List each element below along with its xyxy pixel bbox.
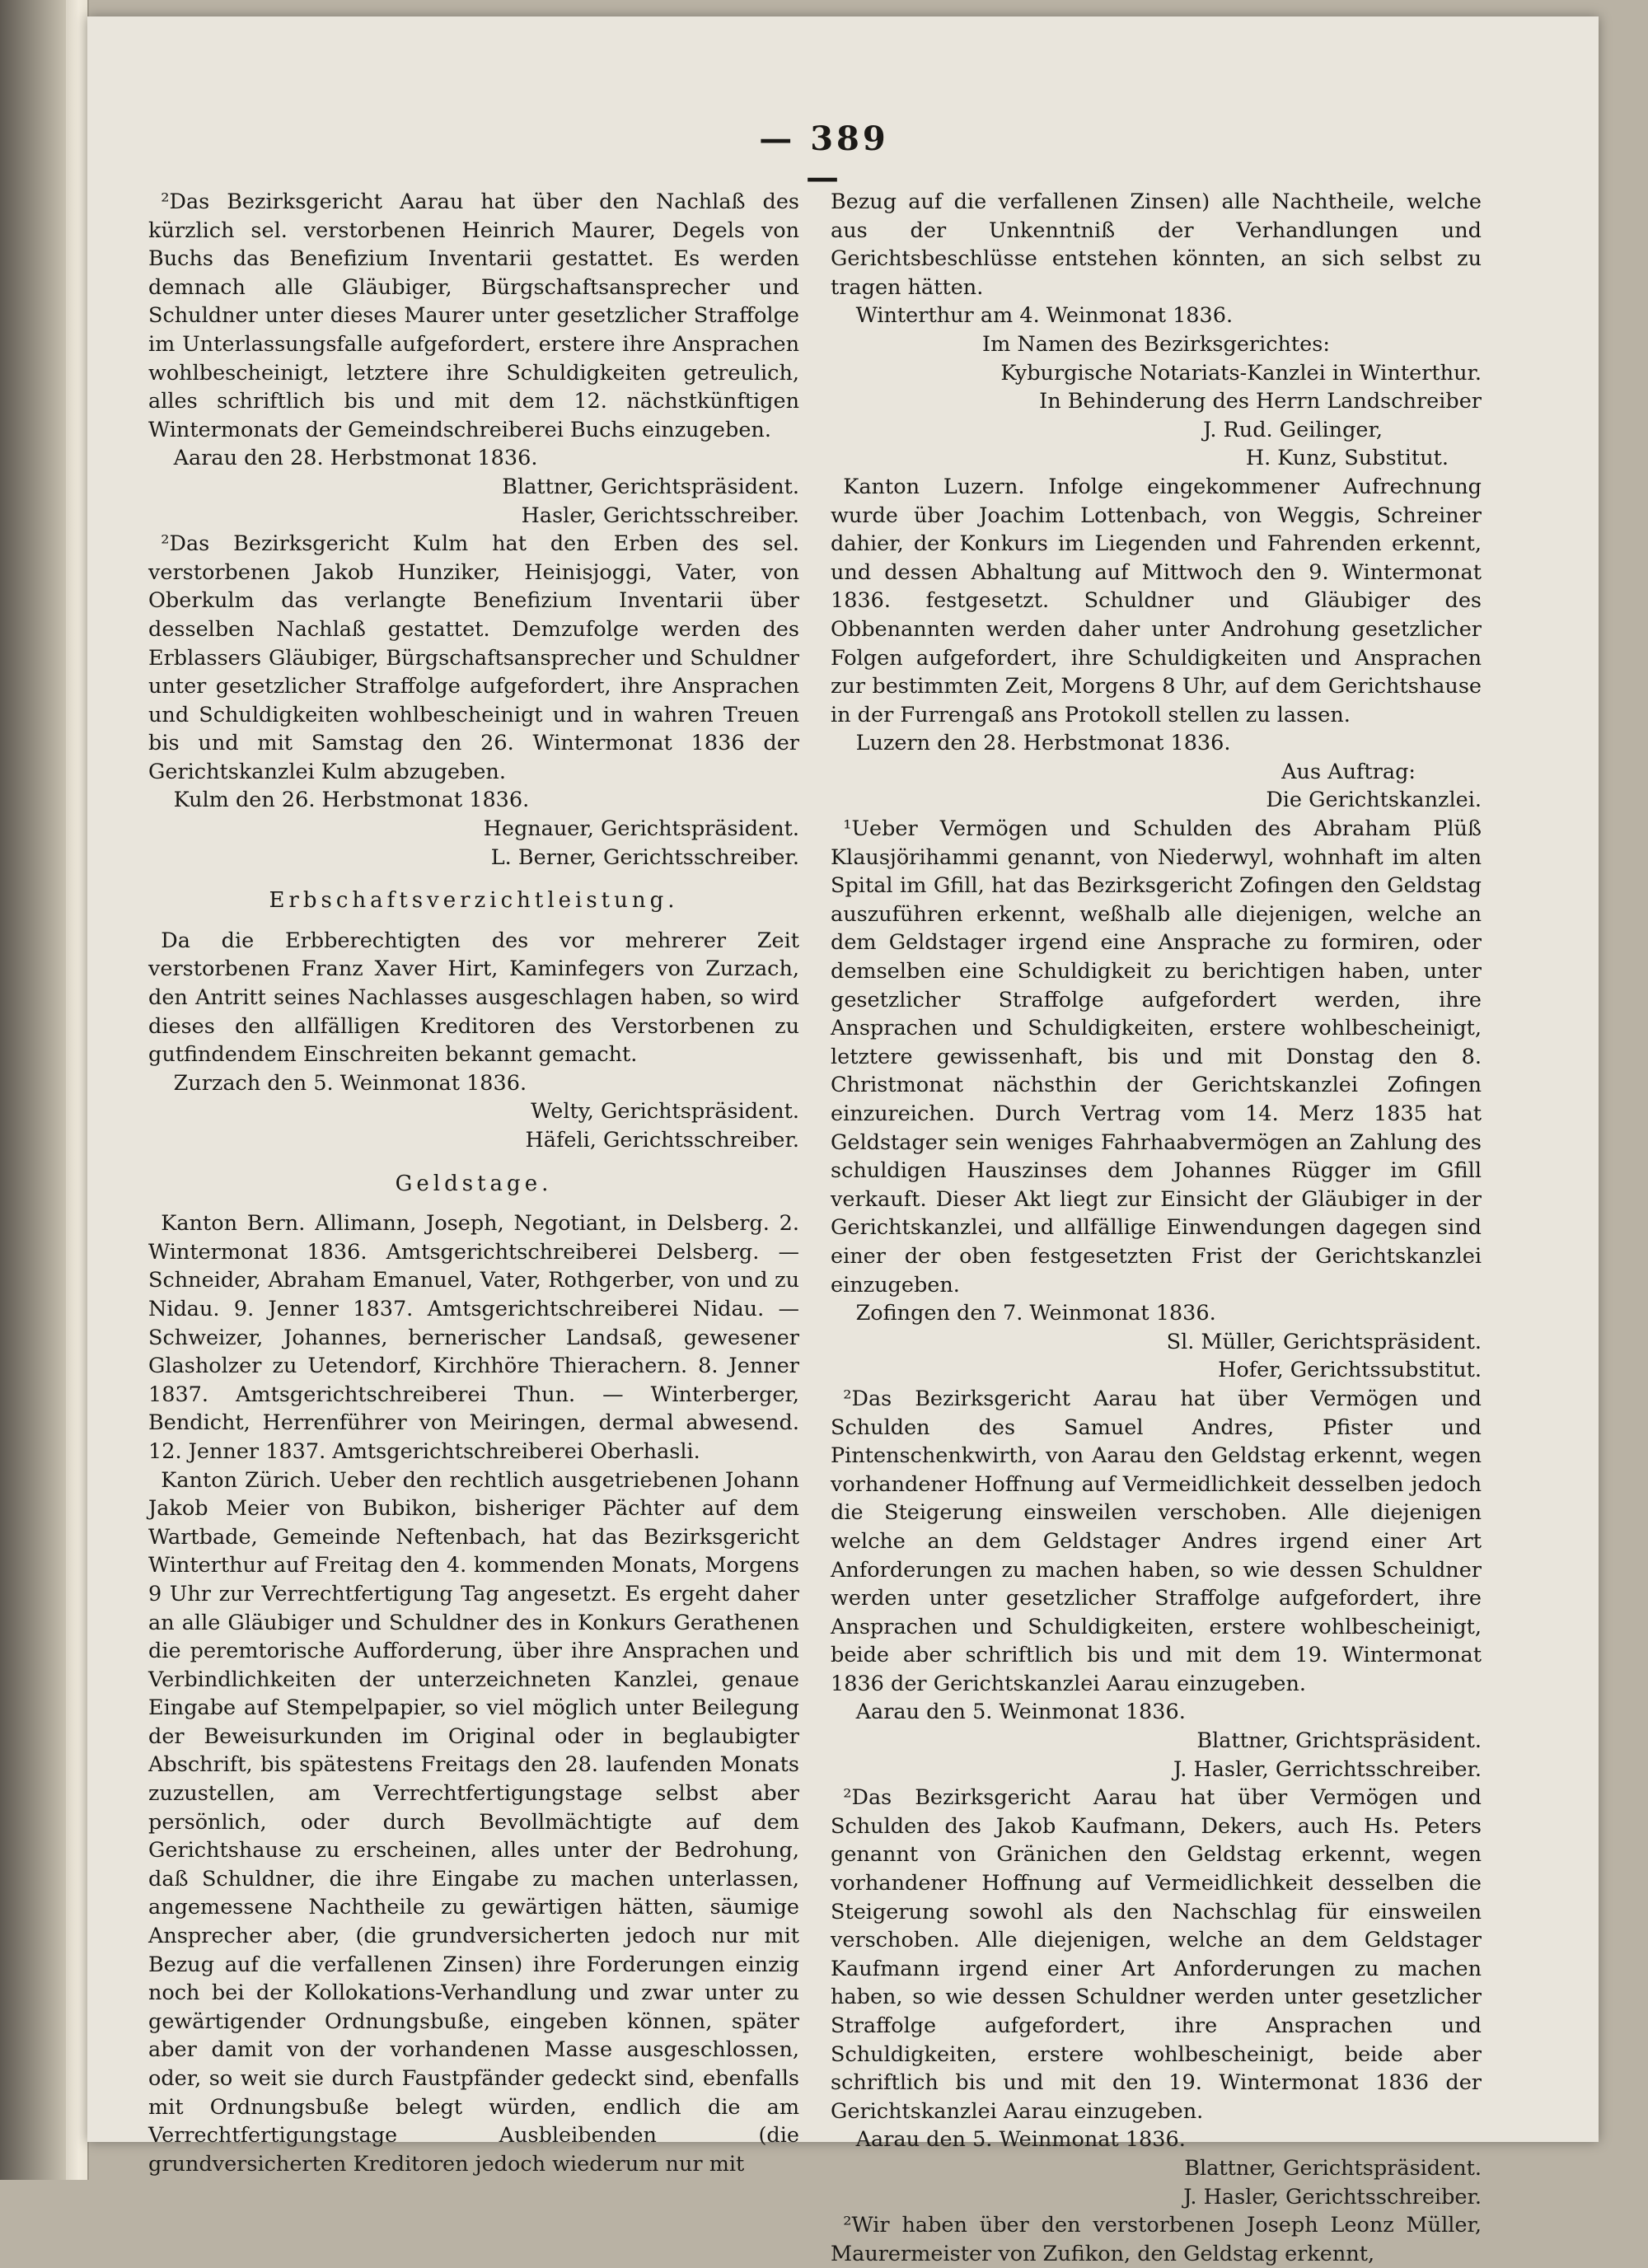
notice-geldstag-pluess: ¹Ueber Vermögen und Schulden des Abraham Plüß Klausjörihammi genannt, von Niederwyl, wohnhaft im alten Spital im Gfill, hat das Bezirksgericht Zofingen den Geldstag auszuführen erkennt, weßhalb alle diejenigen, welche an dem Geldstager irgend eine Ansprache zu formiren, oder demselben eine Schuldigkeit zu berichtigen haben, unter gesetzlicher Straffolge aufgefordert werden, ihre Ansprachen und Schuldigkeiten, erstere wohlbescheinigt, letztere gewissenhaft, bis und mit Donstag den 8. Christmonat nächsthin der Gerichtskanzlei Zofingen einzureichen. Durch Vertrag vom 14. Merz 1835 hat Geldstager sein weniges Fahrhaabvermögen an Zahlung des schuldigen Hauszinses dem Johannes Rügger im Gfill verkauft. Dieser Akt liegt zur Einsicht der Gläubiger in der Gerichtskanzlei, und allfällige Einwendungen dagegen sind einer der oben festgesetzten Frist der Gerichtskanzlei einzugeben. [831,816,1482,1298]
signature: Welty, Gerichtspräsident. [531,1099,799,1125]
signature: Kyburgische Notariats-Kanzlei in Winterthur. [1000,360,1482,386]
signature: Blattner, Gerichtspräsident. [502,474,799,499]
right-column [831,188,1482,2268]
notice-erbschaft-hirt: Da die Erbberechtigten des vor mehrerer Zeit verstorbenen Franz Xaver Hirt, Kaminfegers von Zurzach, den Antritt seines Nachlasses ausgeschlagen haben, so wird dieses den allfälligen Kreditoren des Verstorbenen zu gutfindendem Einschreiten bekannt gemacht. [148,928,799,1068]
notice-geldstag-andres: ²Das Bezirksgericht Aarau hat über Vermögen und Schulden des Samuel Andres, Pfister und Pintenschenkwirth, von Aarau den Geldstag erkennt, wegen vorhandener Hoffnung auf Vermeidlichkeit desselben jedoch die Steigerung einsweilen verschoben. Alle diejenigen welche an dem Geldstager Andres irgend einer Art Anforderungen zu machen haben, so wie dessen Schuldner werden unter gesetzlicher Straffolge aufgefordert, ihre Ansprachen und Schuldigkeiten, erstere wohlbescheinigt, beide aber schriftlich bis und mit dem 19. Wintermonat 1836 der Gerichtskanzlei Aarau einzugeben. [831,1386,1482,1696]
signature: J. Hasler, Gerrichtsschreiber. [1173,1756,1482,1782]
scan-background-left [0,0,66,2180]
signature: Hofer, Gerichtssubstitut. [1218,1358,1482,1383]
section-heading-erbschaftsverzicht: Erbschaftsverzichtleistung. [269,888,679,914]
section-heading-geldstage: Geldstage. [395,1171,553,1196]
notice-date: Aarau den 5. Weinmonat 1836. [855,1700,1186,1725]
notice-date: Zurzach den 5. Weinmonat 1836. [173,1070,527,1096]
notice-geldstag-mueller: ²Wir haben über den verstorbenen Joseph Leonz Müller, Maurermeister von Zufikon, den Geldstag erkennt, [831,2213,1482,2266]
notice-nachlass-maurer: ²Das Bezirksgericht Aarau hat über den Nachlaß des kürzlich sel. verstorbenen Heinrich Maurer, Degels von Buchs das Benefizium Inventarii gestattet. Es werden demnach alle Gläubiger, Bürgschaftsansprecher und Schuldner unter dieses Maurer unter gesetzlicher Straffolge im Unterlassungsfalle aufgefordert, erstere ihre Ansprachen wohlbescheinigt, letztere ihre Schuldigkeiten getreulich, alles schriftlich bis und mit dem 12. nächstkünftigen Wintermonats der Gemeindschreiberei Buchs einzugeben. [148,189,799,442]
signature: Die Gerichtskanzlei. [1266,788,1482,813]
signature: In Behinderung des Herrn Landschreiber [1039,389,1482,414]
notice-date: Aarau den 28. Herbstmonat 1836. [173,446,538,471]
notice-date: Aarau den 5. Weinmonat 1836. [855,2127,1186,2153]
signature: L. Berner, Gerichtsschreiber. [490,844,799,870]
notice-geldstag-kaufmann: ²Das Bezirksgericht Aarau hat über Vermögen und Schulden des Jakob Kaufmann, Dekers, auch Hs. Peters genannt von Gränichen den Geldstag erkennt, wegen vorhandener Hoffnung auf Vermeidlichkeit desselben die Steigerung sowohl als den Nachschlag für einsweilen verschoben. Alle diejenigen, welche an dem Geldstager Kaufmann irgend einer Art Anforderungen zu machen haben, so wie dessen Schuldner werden unter gesetzlicher Straffolge aufgefordert, ihre Ansprachen und Schuldigkeiten, erstere wohlbescheinigt, beide aber schriftlich bis und mit den 19. Wintermonat 1836 der Gerichtskanzlei Aarau einzugeben. [831,1785,1482,2124]
signature: Häfeli, Gerichtsschreiber. [525,1128,799,1153]
signature: Blattner, Gerichtspräsident. [1184,2155,1482,2181]
signature: Blattner, Grichtspräsident. [1196,1728,1482,1754]
signature: Sl. Müller, Gerichtspräsident. [1166,1329,1482,1354]
notice-continuation: Bezug auf die verfallenen Zinsen) alle Nachtheile, welche aus der Unkenntniß der Verhandlungen und Gerichtsbeschlüsse entstehen könnten, an sich selbst zu tragen hätten. [831,189,1482,300]
notice-date: Kulm den 26. Herbstmonat 1836. [173,788,530,813]
book-spine [66,0,89,2180]
signature: J. Rud. Geilinger, [1203,417,1383,442]
notice-date: Luzern den 28. Herbstmonat 1836. [855,731,1231,756]
notice-nachlass-hunziker: ²Das Bezirksgericht Kulm hat den Erben des sel. verstorbenen Jakob Hunziker, Heinisjoggi, Vater, von Oberkulm das verlangte Benefizium Inventarii über desselben Nachlaß gestattet. Demzufolge werden des Erblassers Gläubiger, Bürgschaftsansprecher und Schuldner unter gesetzlicher Straffolge aufgefordert, ihre Ansprachen und Schuldigkeiten wohlbescheinigt und in wahren Treuen bis und mit Samstag den 26. Wintermonat 1836 der Gerichtskanzlei Kulm abzugeben. [148,531,799,784]
notice-date: Zofingen den 7. Weinmonat 1836. [855,1301,1216,1326]
notice-date: Winterthur am 4. Weinmonat 1836. [855,303,1234,329]
signature: H. Kunz, Substitut. [1245,446,1449,471]
signature: Hasler, Gerichtsschreiber. [521,503,799,528]
notice-kanton-luzern: Kanton Luzern. Infolge eingekommener Aufrechnung wurde über Joachim Lottenbach, von Weggis, Schreiner dahier, der Konkurs im Liegenden und Fahrenden erkennt, und dessen Abhaltung auf Mittwoch den 9. Wintermonat 1836. festgesetzt. Schuldner und Gläubiger des Obbenannten werden daher unter Androhung gesetzlicher Folgen aufgefordert, ihre Schuldigkeiten und Ansprachen zur bestimmten Zeit, Morgens 8 Uhr, auf dem Gerichtshause in der Furrengaß ans Protokoll stellen zu lassen. [831,474,1482,727]
left-column [148,188,799,2178]
notice-kanton-bern: Kanton Bern. Allimann, Joseph, Negotiant, in Delsberg. 2. Wintermonat 1836. Amtsgerichtschreiberei Delsberg. — Schneider, Abraham Emanuel, Vater, Rothgerber, von und zu Nidau. 9. Jenner 1837. Amtsgerichtschreiberei Nidau. — Schweizer, Johannes, bernerischer Landsaß, gewesener Glasholzer zu Uetendorf, Kirchhöre Thierachern. 8. Jenner 1837. Amtsgerichtschreiberei Thun. — Winterberger, Bendicht, Herrenführer von Meiringen, dermal abwesend. 12. Jenner 1837. Amtsgerichtschreiberei Oberhasli. [148,1211,799,1464]
signature: Im Namen des Bezirksgerichtes: [982,331,1330,357]
signature: Aus Auftrag: [1281,759,1416,784]
signature: Hegnauer, Gerichtspräsident. [483,816,799,842]
page-number: — 389 — [759,119,889,197]
signature: J. Hasler, Gerichtsschreiber. [1183,2184,1482,2210]
notice-kanton-zuerich: Kanton Zürich. Ueber den rechtlich ausgetriebenen Johann Jakob Meier von Bubikon, bisheriger Pächter auf dem Wartbade, Gemeinde Neftenbach, hat das Bezirksgericht Winterthur auf Freitag den 4. kommenden Monats, Morgens 9 Uhr zur Verrechtfertigung Tag angesetzt. Es ergeht daher an alle Gläubiger und Schuldner des in Konkurs Gerathenen die peremtorische Aufforderung, über ihre Ansprachen und Verbindlichkeiten der unterzeichneten Kanzlei, genaue Eingabe auf Stempelpapier, so viel möglich unter Beilegung der Beweisurkunden im Original oder in beglaubigter Abschrift, bis spätestens Freitags den 28. laufenden Monats zuzustellen, am Verrechtfertigungstage selbst aber persönlich, oder durch Bevollmächtigte auf dem Gerichtshause zu erscheinen, alles unter der Bedrohung, daß Schuldner, die ihre Eingabe zu machen unterlassen, angemessene Nachtheile zu gewärtigen hätten, säumige Ansprecher aber, (die grundversicherten jedoch nur mit Bezug auf die verfallenen Zinsen) ihre Forderungen einzig noch bei der Kollokations-Verhandlung und zwar unter zu gewärtigender Ordnungsbuße, eingeben können, später aber damit von der vorhandenen Masse ausgeschlossen, oder, so weit sie durch Faustpfänder gedeckt sind, ebenfalls mit Ordnungsbuße belegt würden, endlich die am Verrechtfertigungstage Ausbleibenden (die grundversicherten Kreditoren jedoch wiederum nur mit [148,1467,799,2177]
